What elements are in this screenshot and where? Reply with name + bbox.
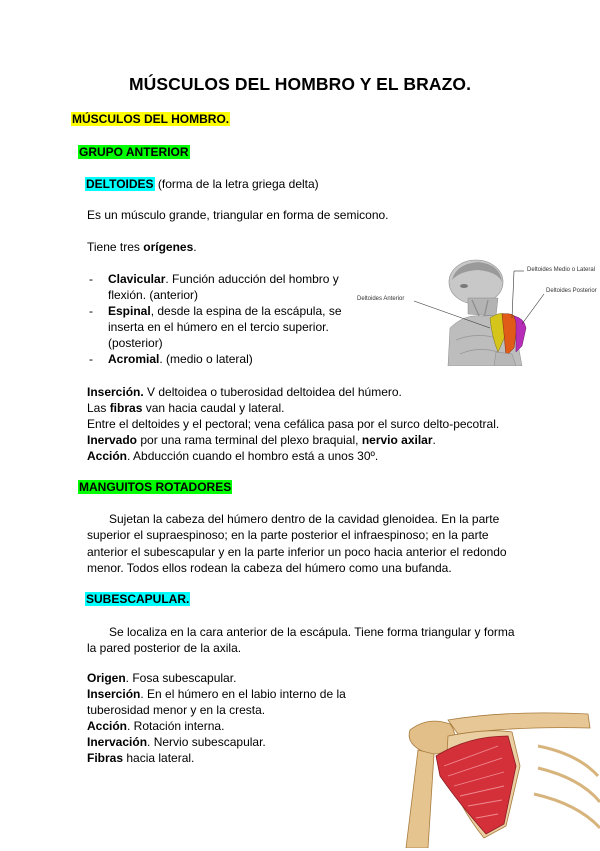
list-item [89, 271, 354, 303]
inervado-nerve: nervio axilar [361, 433, 433, 447]
accion-text: . Rotación interna. [127, 719, 225, 733]
deltoides-origins [87, 239, 197, 255]
accion-label: Acción [87, 449, 128, 463]
bullet-text [108, 351, 350, 367]
insercion-line [87, 384, 587, 400]
deltoides-heading [85, 176, 319, 192]
subescapular-heading-label: SUBESCAPULAR. [86, 592, 190, 606]
insercion-text: . En el húmero en el labio interno de la tuberosidad menor y en la cresta. [87, 687, 346, 717]
label-deltoides-anterior: Deltoides Anterior [357, 296, 405, 302]
group-heading-label: GRUPO ANTERIOR [79, 145, 189, 159]
fibras-bold: fibras [109, 401, 143, 415]
bullet-text [108, 271, 350, 303]
origen-label: Origen [87, 671, 126, 685]
insercion-label: Inserción [87, 687, 141, 701]
bullet-rest: . Función aducción del hombro y flexión. (anterior) [108, 272, 339, 302]
inervado-end: . [432, 433, 436, 447]
bullet-bold: Espinal [108, 304, 151, 318]
bullet-rest: . (medio o lateral) [159, 352, 253, 366]
origins-post: . [193, 240, 197, 254]
inervado-mid: por una rama terminal del plexo braquial, [137, 433, 362, 447]
origen-text: . Fosa subescapular. [125, 671, 237, 685]
bullet-bold: Clavicular [108, 272, 166, 286]
origins-list [89, 271, 354, 371]
list-item [89, 303, 354, 351]
deltoides-intro: Es un músculo grande, triangular en forma de semicono. [87, 208, 389, 222]
bullet-bold: Acromial [108, 352, 160, 366]
subescapular-figure [388, 706, 600, 848]
origins-bold: orígenes [143, 240, 194, 254]
bullet-rest: , desde la espina de la escápula, se inserta en el húmero en el tercio superior. (posterior) [108, 304, 342, 350]
page-title: MÚSCULOS DEL HOMBRO Y EL BRAZO. [128, 74, 472, 94]
subescapular-details [87, 670, 362, 766]
fibras-line [87, 750, 362, 766]
deltoides-details [87, 384, 587, 464]
bullet-dash: - [89, 272, 93, 286]
inervacion-text: . Nervio subescapular. [147, 735, 266, 749]
subscapularis-anatomy-illustration [388, 706, 600, 848]
group-heading-anterior [78, 145, 190, 159]
subescapular-heading [85, 592, 190, 606]
inervado-line [87, 432, 587, 448]
inervacion-label: Inervación [87, 735, 148, 749]
fibras-pre: Las [87, 401, 110, 415]
insercion-label: Inserción. [87, 385, 144, 399]
subescapular-text: Se localiza en la cara anterior de la escápula. Tiene forma triangular y forma la pared posterior de la axila. [87, 625, 515, 656]
inervacion-line [87, 734, 362, 750]
accion-line [87, 448, 587, 464]
list-item [89, 351, 354, 367]
section-heading-hombro [71, 112, 230, 126]
section-heading-label: MÚSCULOS DEL HOMBRO. [72, 112, 230, 126]
fibras-text: hacia lateral. [123, 751, 195, 765]
deltoid-anatomy-illustration [356, 258, 600, 366]
bullet-text [108, 303, 350, 351]
insercion-text: V deltoidea o tuberosidad deltoidea del húmero. [143, 385, 402, 399]
deltoides-heading-label: DELTOIDES [86, 177, 154, 191]
accion-line [87, 718, 362, 734]
label-deltoides-posterior: Deltoides Posterior [546, 288, 597, 294]
fibras-label: Fibras [87, 751, 124, 765]
entre-line: Entre el deltoides y el pectoral; vena cefálica pasa por el surco delto-pecotral. [87, 417, 500, 431]
manguitos-heading-label: MANGUITOS ROTADORES [79, 480, 232, 494]
manguitos-text: Sujetan la cabeza del húmero dentro de la cavidad glenoidea. En la parte superior el supraespinoso; en la parte posterior el infraespinoso; en la parte anterior el subescapular y en la parte inferior un poco hacia anterior el redondo menor. Todos ellos rodean la cabeza del húmero como una bufanda. [87, 512, 507, 575]
fibras-post: van hacia caudal y lateral. [142, 401, 285, 415]
accion-text: . Abducción cuando el hombro está a unos 30º. [127, 449, 379, 463]
deltoides-figure [356, 258, 600, 366]
origins-pre: Tiene tres [87, 240, 144, 254]
accion-label: Acción [87, 719, 128, 733]
fibras-line [87, 400, 587, 416]
origen-line [87, 670, 362, 686]
bullet-dash: - [89, 352, 93, 366]
label-deltoides-medio: Deltoides Medio o Lateral [527, 267, 596, 273]
deltoides-heading-note: (forma de la letra griega delta) [154, 177, 319, 191]
inervado-bold: Inervado [87, 433, 138, 447]
bullet-dash: - [89, 304, 93, 318]
manguitos-heading [78, 480, 232, 494]
insercion-line [87, 686, 357, 718]
